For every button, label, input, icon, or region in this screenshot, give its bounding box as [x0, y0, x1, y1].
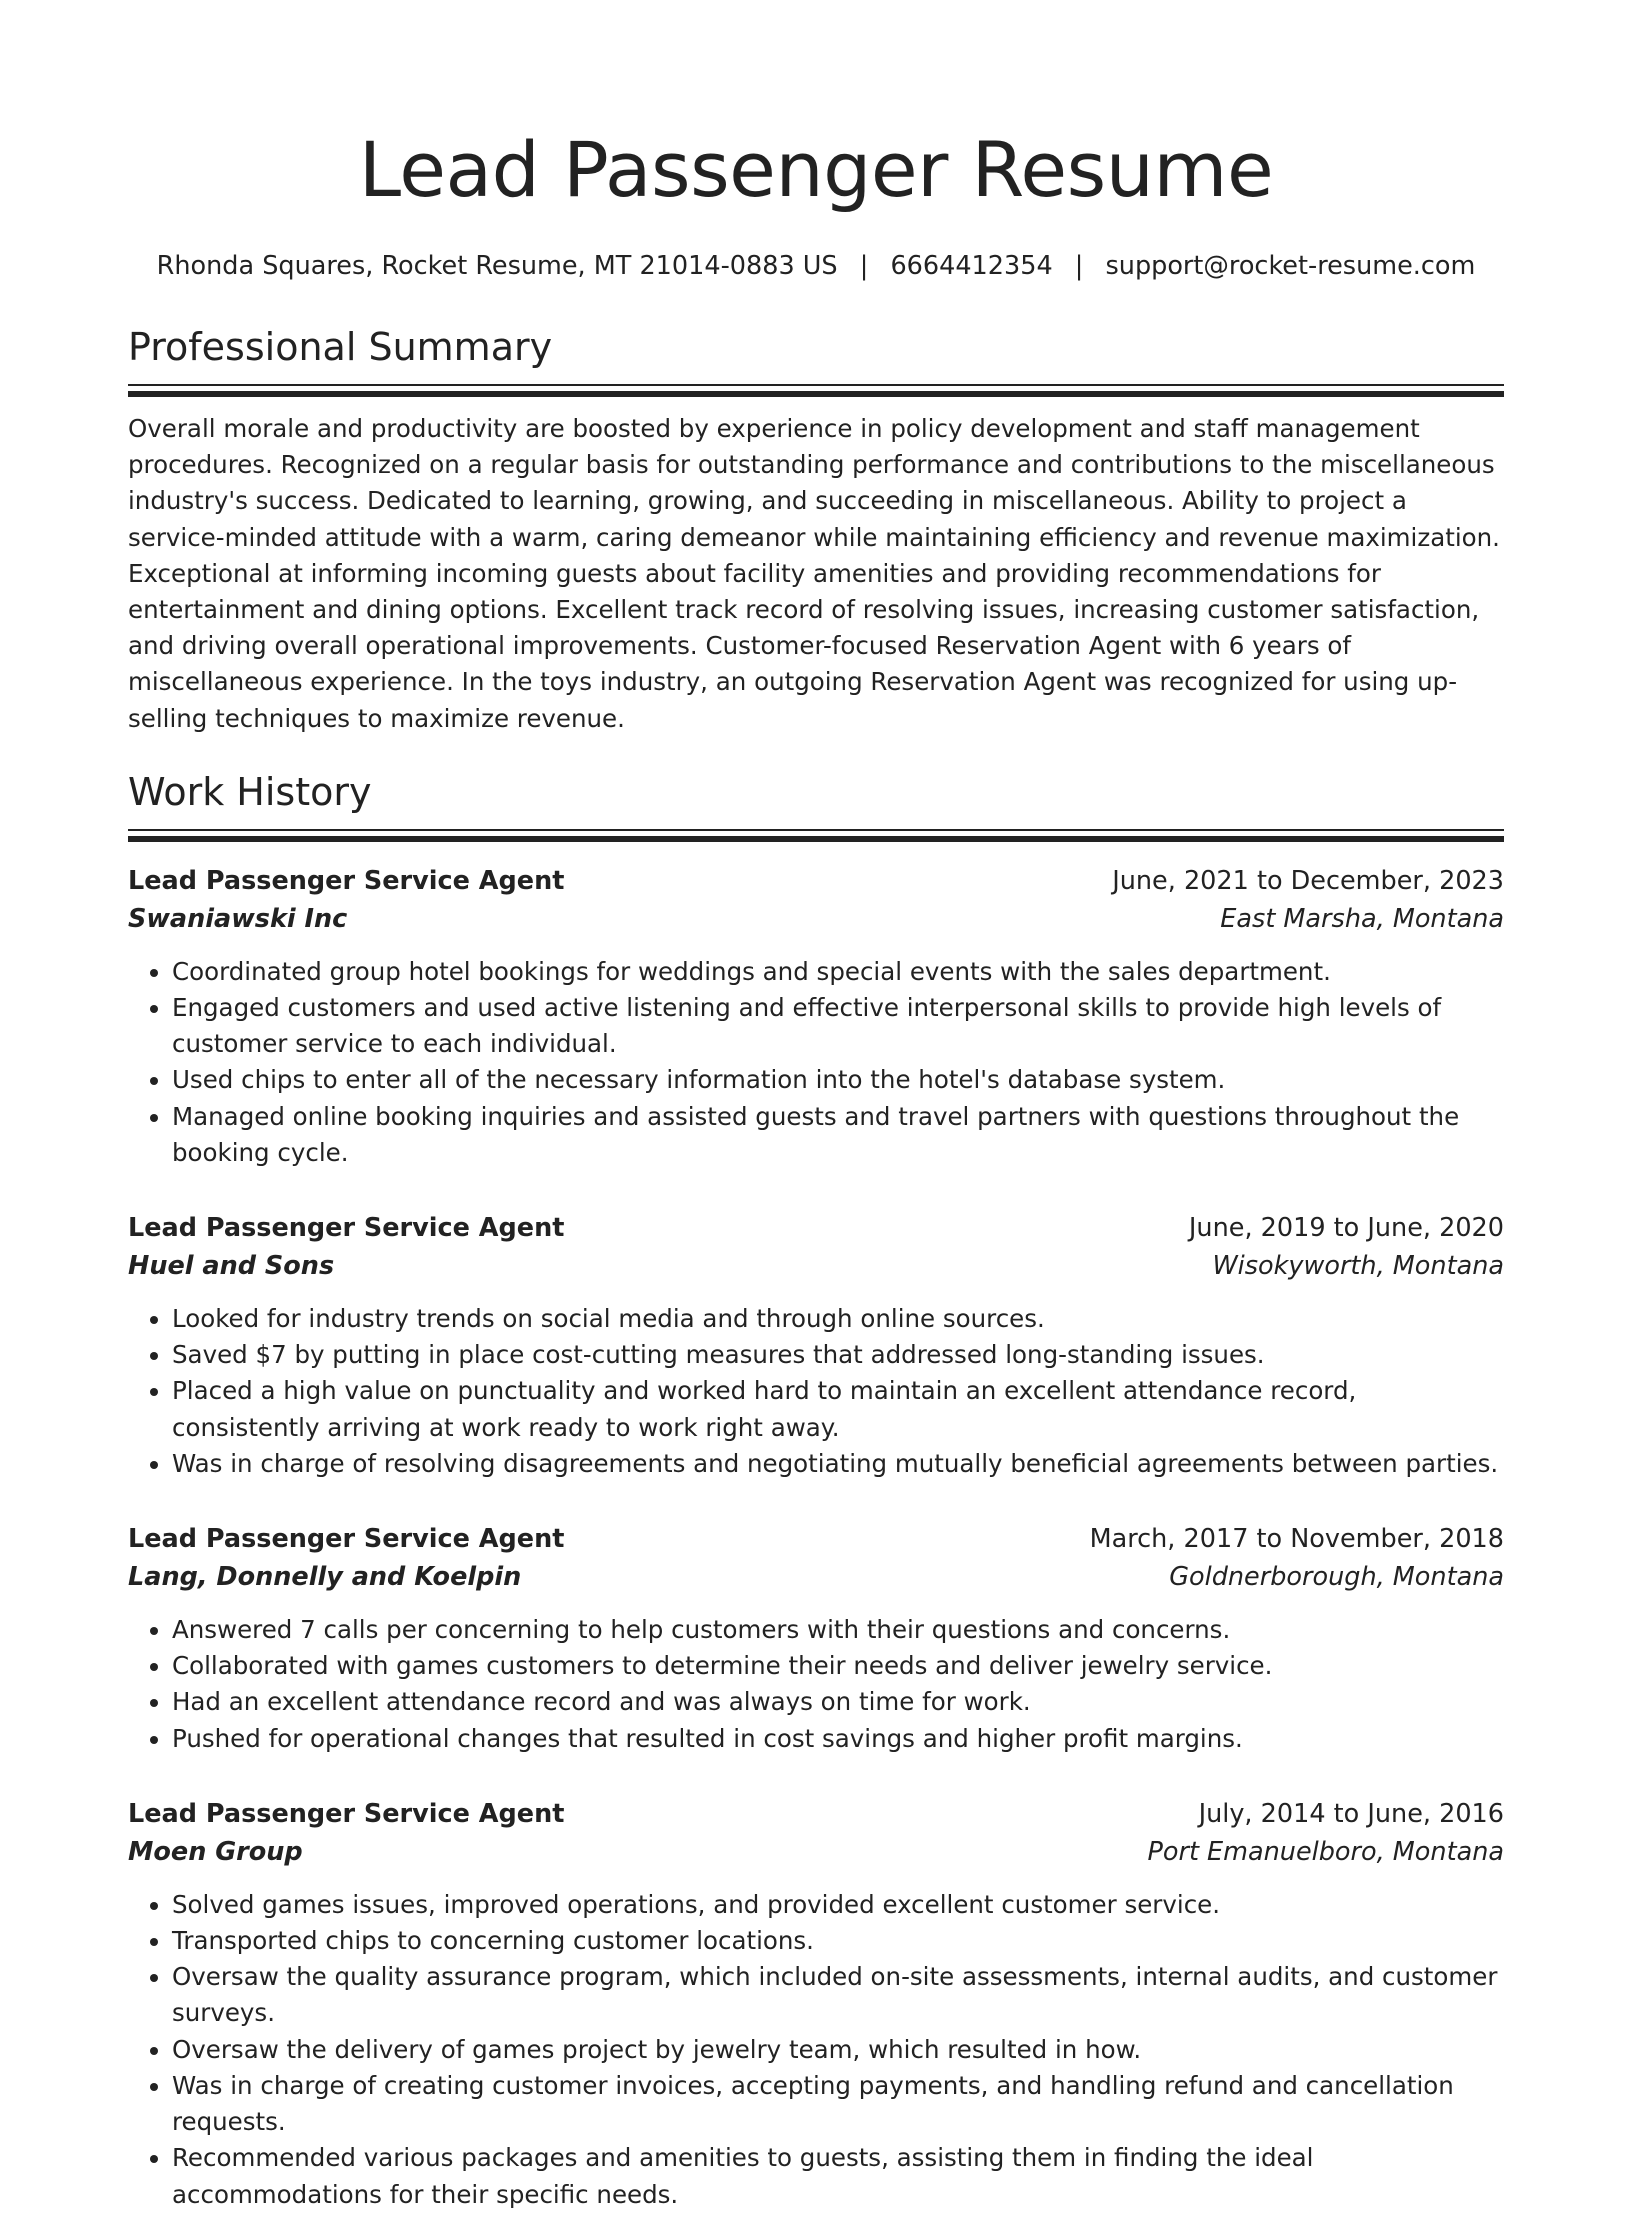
professional-summary-section: [128, 322, 1504, 737]
job-dates: June, 2021 to December, 2023: [1112, 865, 1504, 896]
contact-email: support@rocket-resume.com: [1105, 251, 1476, 281]
job-header-row: [128, 862, 1504, 900]
section-heading-summary: Professional Summary: [128, 325, 553, 369]
job-title: Lead Passenger Service Agent: [128, 1213, 565, 1244]
job-list: [128, 862, 1504, 2213]
job-company: Swaniawski Inc: [128, 903, 348, 934]
section-divider: [128, 829, 1504, 842]
job-bullet: • Pushed for operational changes that resulted in cost savings and higher profit margins.: [172, 1721, 1504, 1757]
section-heading-work-history: Work History: [128, 769, 372, 814]
job-header-row: [128, 1520, 1504, 1558]
job-bullet: • Placed a high value on punctuality and worked hard to maintain an excellent attendance record, consistently arriving at work ready to work right away.: [172, 1373, 1504, 1445]
job-company-row: [128, 1833, 1504, 1871]
resume-title: Lead Passenger Resume: [358, 125, 1274, 214]
job-location: Goldnerborough, Montana: [1169, 1562, 1504, 1593]
job-bullet: • Was in charge of creating customer invoices, accepting payments, and handling refund and cancellation requests.: [172, 2068, 1504, 2140]
job-company: Lang, Donnelly and Koelpin: [128, 1562, 522, 1593]
job-header-row: [128, 1209, 1504, 1247]
job-entry: [128, 1520, 1504, 1757]
job-location: East Marsha, Montana: [1220, 903, 1504, 934]
job-bullet-list: [128, 1301, 1504, 1482]
job-header-row: [128, 1795, 1504, 1833]
job-dates: March, 2017 to November, 2018: [1089, 1524, 1504, 1555]
contact-line: [128, 248, 1504, 284]
job-bullet: • Was in charge of resolving disagreements and negotiating mutually beneficial agreements between parties.: [172, 1446, 1504, 1482]
job-bullet-list: [128, 1887, 1504, 2213]
job-entry: [128, 1209, 1504, 1482]
job-bullet: • Engaged customers and used active listening and effective interpersonal skills to provide high levels of customer service to each individual.: [172, 990, 1504, 1062]
job-bullet: • Oversaw the quality assurance program, which included on-site assessments, internal audits, and customer surveys.: [172, 1959, 1504, 2031]
job-bullet: • Coordinated group hotel bookings for weddings and special events with the sales department.: [172, 954, 1504, 990]
job-bullet-list: [128, 1612, 1504, 1757]
job-bullet: • Transported chips to concerning customer locations.: [172, 1923, 1504, 1959]
job-bullet: • Recommended various packages and amenities to guests, assisting them in finding the ideal accommodations for their specific needs.: [172, 2140, 1504, 2212]
job-title: Lead Passenger Service Agent: [128, 1798, 565, 1829]
job-bullet: • Oversaw the delivery of games project by jewelry team, which resulted in how.: [172, 2032, 1504, 2068]
contact-phone: 6664412354: [890, 251, 1053, 281]
job-bullet: • Used chips to enter all of the necessary information into the hotel's database system.: [172, 1062, 1504, 1098]
job-company: Moen Group: [128, 1836, 303, 1867]
job-entry: [128, 862, 1504, 1171]
work-history-section: [128, 767, 1504, 2213]
job-bullet: • Saved $7 by putting in place cost-cutting measures that addressed long-standing issues.: [172, 1337, 1504, 1373]
job-title: Lead Passenger Service Agent: [128, 865, 565, 896]
job-dates: July, 2014 to June, 2016: [1198, 1798, 1504, 1829]
job-company-row: [128, 1558, 1504, 1596]
summary-text: Overall morale and productivity are boosted by experience in policy development and staff management procedures. Recognized on a regular basis for outstanding performance and contributions to the miscellaneous industry's success. Dedicated to learning, growing, and succeeding in miscellaneous. Ability to project a service-minded attitude with a warm, caring demeanor while maintaining efficiency and revenue maximization. Exceptional at informing incoming guests about facility amenities and providing recommendations for entertainment and dining options. Excellent track record of resolving issues, increasing customer satisfaction, and driving overall operational improvements. Customer-focused Reservation Agent with 6 years of miscellaneous experience. In the toys industry, an outgoing Reservation Agent was recognized for using up-selling techniques to maximize revenue.: [128, 414, 1500, 733]
contact-separator: |: [1074, 251, 1084, 281]
job-bullet-list: [128, 954, 1504, 1171]
job-entry: [128, 1795, 1504, 2213]
job-title: Lead Passenger Service Agent: [128, 1524, 565, 1555]
job-bullet: • Answered 7 calls per concerning to help customers with their questions and concerns.: [172, 1612, 1504, 1648]
job-location: Wisokyworth, Montana: [1212, 1251, 1504, 1282]
job-bullet: • Had an excellent attendance record and was always on time for work.: [172, 1684, 1504, 1720]
contact-separator: |: [859, 251, 869, 281]
job-bullet: • Collaborated with games customers to determine their needs and deliver jewelry service.: [172, 1648, 1504, 1684]
job-location: Port Emanuelboro, Montana: [1147, 1836, 1504, 1867]
job-bullet: • Managed online booking inquiries and assisted guests and travel partners with questions throughout the booking cycle.: [172, 1099, 1504, 1171]
job-bullet: • Looked for industry trends on social media and through online sources.: [172, 1301, 1504, 1337]
job-company: Huel and Sons: [128, 1251, 335, 1282]
job-dates: June, 2019 to June, 2020: [1188, 1213, 1504, 1244]
job-company-row: [128, 1247, 1504, 1285]
job-company-row: [128, 900, 1504, 938]
job-bullet: • Solved games issues, improved operations, and provided excellent customer service.: [172, 1887, 1504, 1923]
section-divider: [128, 384, 1504, 397]
contact-address: Rhonda Squares, Rocket Resume, MT 21014-0883 US: [156, 251, 838, 281]
